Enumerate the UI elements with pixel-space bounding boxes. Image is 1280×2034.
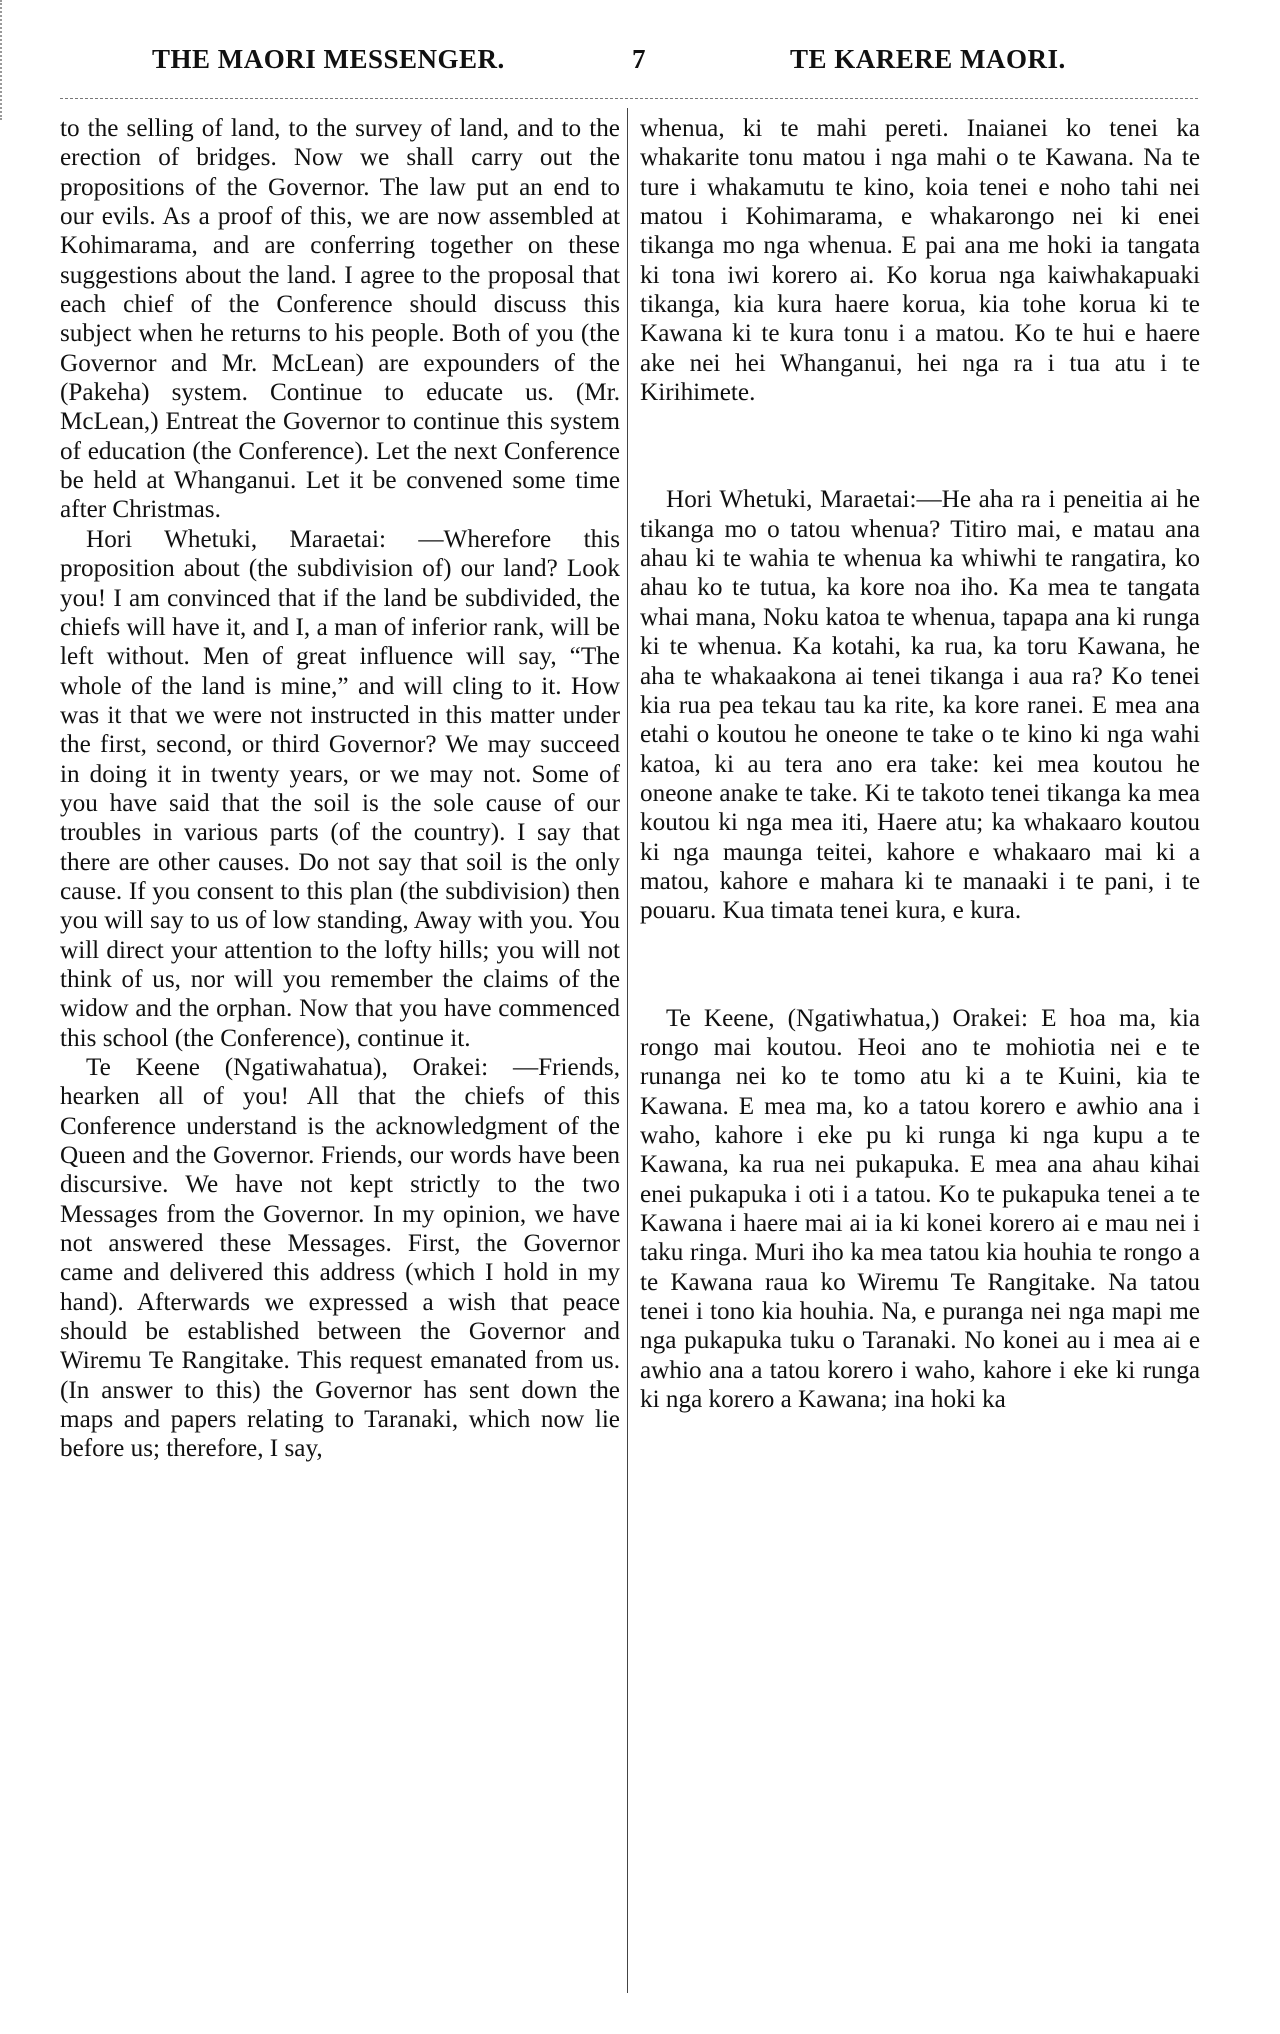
- english-paragraph-te-keene: Te Keene (Ngatiwahatua), Orakei: —Friends, hearken all of you! All that the chiefs of this Conference understand is the acknowledgment of the Queen and the Governor. Friends, our words have been discursive. We have not kept strictly to the two Messages from the Governor. In my opinion, we have not answered these Messages. First, the Governor came and delivered this address (which I hold in my hand). Afterwards we expressed a wish that peace should be established between the Governor and Wiremu Te Rangitake. This request emanated from us. (In answer to this) the Governor has sent down the maps and papers relating to Taranaki, which now lie before us; therefore, I say,: [60, 1054, 620, 1463]
- header-maori-title: TE KARERE MAORI.: [790, 44, 1066, 74]
- page-header: [0, 44, 1280, 84]
- maori-paragraph-continued: whenua, ki te mahi pereti. Inaianei ko tenei ka whakarite tonu matou i nga mahi o te Kawana. Na te ture i whakamutu te kino, koia tenei e noho tahi nei matou i Kohimarama, e whakarongo nei ki enei tikanga mo nga whenua. E pai ana me hoki ia tangata ki tona iwi korero ai. Ko korua nga kaiwhakapuaki tikanga, kia kura haere korua, kia tohe korua ki te Kawana ki te kura tonu i a matou. Ko te hui e haere ake nei hei Whanganui, hei nga ra i tua atu i te Kirihimete.: [640, 115, 1200, 407]
- header-rule: [60, 98, 1198, 99]
- english-paragraph-continued: to the selling of land, to the survey of land, and to the erection of bridges. Now we shall carry out the propositions of the Governor. The law put an end to our evils. As a proof of this, we are now assembled at Kohimarama, and are conferring together on these suggestions about the land. I agree to the proposal that each chief of the Conference should discuss this subject when he returns to his people. Both of you (the Governor and Mr. McLean) are expounders of the (Pakeha) system. Continue to educate us. (Mr. McLean,) Entreat the Governor to continue this system of education (the Conference). Let the next Conference be held at Whanganui. Let it be convened some time after Christmas.: [60, 115, 620, 524]
- english-paragraph-hori-whetuki: Hori Whetuki, Maraetai: —Wherefore this proposition about (the subdivision of) our land? Look you! I am convinced that if the land be subdivided, the chiefs will have it, and I, a man of inferior rank, will be left without. Men of great influence will say, “The whole of the land is mine,” and will cling to it. How was it that we were not instructed in this matter under the first, second, or third Governor? We may succeed in doing it in twenty years, or we may not. Some of you have said that the soil is the sole cause of our troubles in various parts (of the country). I say that there are other causes. Do not say that soil is the only cause. If you consent to this plan (the subdivision) then you will say to us of low standing, Away with you. You will direct your attention to the lofty hills; you will not think of us, nor will you remember the claims of the widow and the orphan. Now that you have commenced this school (the Conference), continue it.: [60, 525, 620, 1052]
- maori-paragraph-te-keene: Te Keene, (Ngatiwhatua,) Orakei: E hoa ma, kia rongo mai koutou. Heoi ano te mohiotia nei e te runanga nei ko te tomo atu ki a te Kuini, kia te Kawana. E mea ma, ko a tatou korero e awhio ana i waho, kahore i eke pu ki runga ki nga kupu a te Kawana, ka rua nei pukapuka. E mea ana ahau kihai enei pukapuka i oti i a tatou. Ko te pukapuka tenei a te Kawana i haere mai ai ia ki konei korero ai e mau nei i taku ringa. Muri iho ka mea tatou kia houhia te rongo a te Kawana raua ko Wiremu Te Rangitake. Na tatou tenei i tono kia houhia. Na, e puranga nei nga mapi me nga pukapuka tuku o Taranaki. No konei au i mea ai e awhio ana a tatou korero i waho, kahore i eke ki runga ki nga korero a Kawana; ina hoki ka: [640, 1004, 1200, 1414]
- maori-paragraph-hori-whetuki: Hori Whetuki, Maraetai:—He aha ra i peneitia ai he tikanga mo o tatou whenua? Titiro mai, e matau ana ahau ki te wahia te whenua ka whiwhi te rangatira, ko ahau ko te tutua, ka kore noa iho. Ka mea te tangata whai mana, Noku katoa te whenua, tapapa ana ki runga ki te whenua. Ka kotahi, ka rua, ka toru Kawana, he aha te whakaakona ai tenei tikanga i aua ra? Ko tenei kia rua pea tekau tau ka rite, ka kore ranei. E mea ana etahi o koutou he oneone te take o te kino ki nga wahi katoa, ki au tera ano era take: kei mea koutou he oneone anake te take. Ki te takoto tenei tikanga ka mea koutou ki nga mea iti, Haere atu; ka whakaaro koutou ki nga maunga teitei, kahore e whakaaro mai ki a matou, kahore e mahara ki te manaaki i te pani, i te pouaru. Kua timata tenei kura, e kura.: [640, 486, 1200, 925]
- english-column: [60, 114, 620, 1464]
- page-number: 7: [632, 44, 646, 74]
- column-divider: [627, 108, 628, 1993]
- paragraph-spacer: [640, 407, 1200, 485]
- paragraph-spacer: [640, 926, 1200, 1004]
- maori-column: [640, 114, 1200, 1414]
- header-english-title: THE MAORI MESSENGER.: [152, 44, 505, 74]
